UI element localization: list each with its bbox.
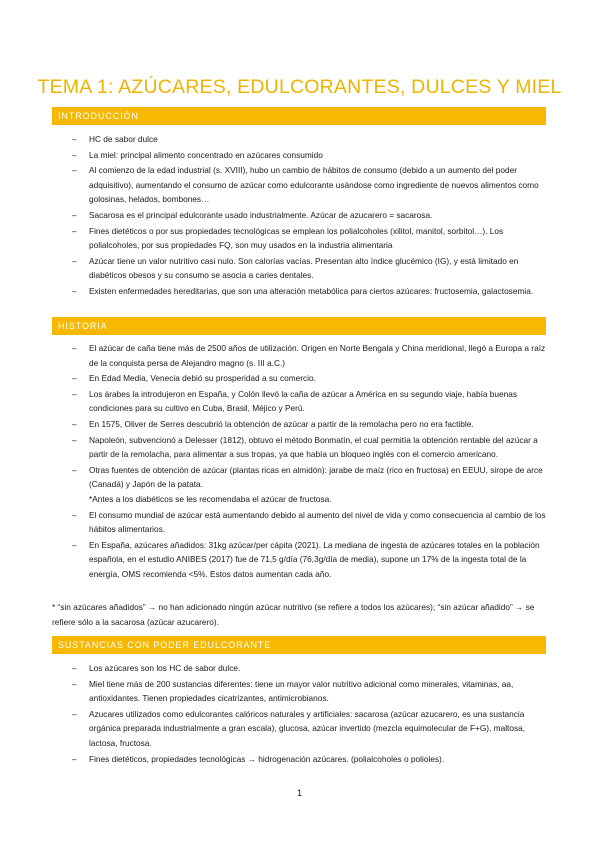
list-item [52, 463, 546, 507]
list-item: – Sacarosa es el principal edulcorante usado industrialmente. Azúcar de azucarero = sacarosa. [52, 208, 546, 223]
list-item: – Existen enfermedades hereditarias, que son una alteración metabólica para ciertos azúcares: fructosemia, galactosemia. [52, 284, 546, 299]
list-item: – Fines dietéticos o por sus propiedades tecnológicas se emplean los polialcoholes (xilitol, manitol, sorbitol…). Los polialcoholes, por sus propiedades FQ, son muy usados en la industria alimentaria [52, 224, 546, 253]
list-item: – Fines dietéticos, propiedades tecnológicas → hidrogenación azúcares. (polialcoholes o polioles). [52, 752, 546, 767]
list-item: – Los azúcares son los HC de sabor dulce. [52, 661, 546, 676]
diabetic-subnote: *Antes a los diabéticos se les recomendaba el azúcar de fructosa. [89, 493, 332, 504]
list-item: – HC de sabor dulce [52, 132, 546, 147]
introduccion-list [52, 132, 546, 300]
historia-list [52, 341, 546, 583]
page-number: 1 [296, 788, 302, 798]
sugar-footnote: * “sin azúcares añadidos” → no han adicionado ningún azúcar nutritivo (se refiere a todos los azúcares); “sin azúcar añadido” → se refiere sólo a la sacarosa (azúcar azucarero). [52, 602, 535, 627]
list-item: – En España, azúcares añadidos: 31kg azúcar/per cápita (2021). La mediana de ingesta de azúcares totales en la población española, en el estudio ANIBES (2017) fue de 71,5 g/día (76,3g/día de media), supone un 17% de la ingesta total de la energía, OMS recomienda <5%. Estos datos aumentan cada año. [52, 538, 546, 582]
sustancias-list [52, 661, 546, 767]
section-heading-sustancias: SUSTANCIAS CON PODER EDULCORANTE [52, 636, 546, 654]
list-item: – Miel tiene más de 200 sustancias diferentes: tiene un mayor valor nutritivo adicional como minerales, vitaminas, aa, antioxidantes. Tienen propiedades cicatrizantes, antimicrobianos. [52, 677, 546, 706]
list-item-text: Otras fuentes de obtención de azúcar (plantas ricas en almidón): jarabe de maíz (rico en fructosa) en EEUU, sirope de arce (Canadá) y Japón de la patata. [89, 464, 543, 490]
list-item: – Los árabes la introdujeron en España, y Colón llevó la caña de azúcar a América en su segundo viaje, había buenas condiciones para su cultivo en Cuba, Brasil, Méjico y Perú. [52, 387, 546, 416]
document-title: TEMA 1: AZÚCARES, EDULCORANTES, DULCES Y MIEL [37, 76, 562, 98]
list-item: – El azúcar de caña tiene más de 2500 años de utilización. Origen en Norte Bengala y China meridional, llegó a Europa a raíz de la conquista persa de Alejandro magno (s. III a.C.) [52, 341, 546, 370]
list-item: – Al comienzo de la edad industrial (s. XVIII), hubo un cambio de hábitos de consumo (debido a un aumento del poder adquisitivo), aumentando el consumo de azúcar como edulcorante usándose como ingrediente de nuevos alimentos como golosinas, helados, bombones… [52, 163, 546, 207]
section-heading-introduccion: INTRODUCCIÓN [52, 107, 546, 125]
list-item: – El consumo mundial de azúcar está aumentando debido al aumento del nivel de vida y como consecuencia al cambio de los hábitos alimentarios. [52, 508, 546, 537]
list-item: – Napoleón, subvencionó a Delesser (1812), obtuvo el método Bonmatín, el cual permitía la obtención rentable del azúcar a partir de la remolacha, para alimentar a sus tropas, ya que había un bloqueo inglés con el comercio americano. [52, 433, 546, 462]
section-heading-historia: HISTORIA [52, 317, 546, 335]
list-item: – En Edad Media, Venecia debió su prosperidad a su comercio. [52, 371, 546, 386]
list-item: – En 1575, Oliver de Serres descubrió la obtención de azúcar a partir de la remolacha pero no era factible. [52, 417, 546, 432]
list-item: – Azucares utilizados como edulcorantes calóricos naturales y artificiales: sacarosa (azúcar azucarero, es una sustancia orgánica preparada industrialmente a gran escala), glucosa, azúcar invertido (mezcla equimolecular de F+G), maltosa, lactosa, fructosa. [52, 707, 546, 751]
list-item: – Azúcar tiene un valor nutritivo casi nulo. Son calorías vacías. Presentan alto índice glucémico (IG), y está limitado en diabéticos obesos y su consumo se asocia a caries dentales. [52, 254, 546, 283]
list-item: – La miel: principal alimento concentrado en azúcares consumido [52, 148, 546, 163]
